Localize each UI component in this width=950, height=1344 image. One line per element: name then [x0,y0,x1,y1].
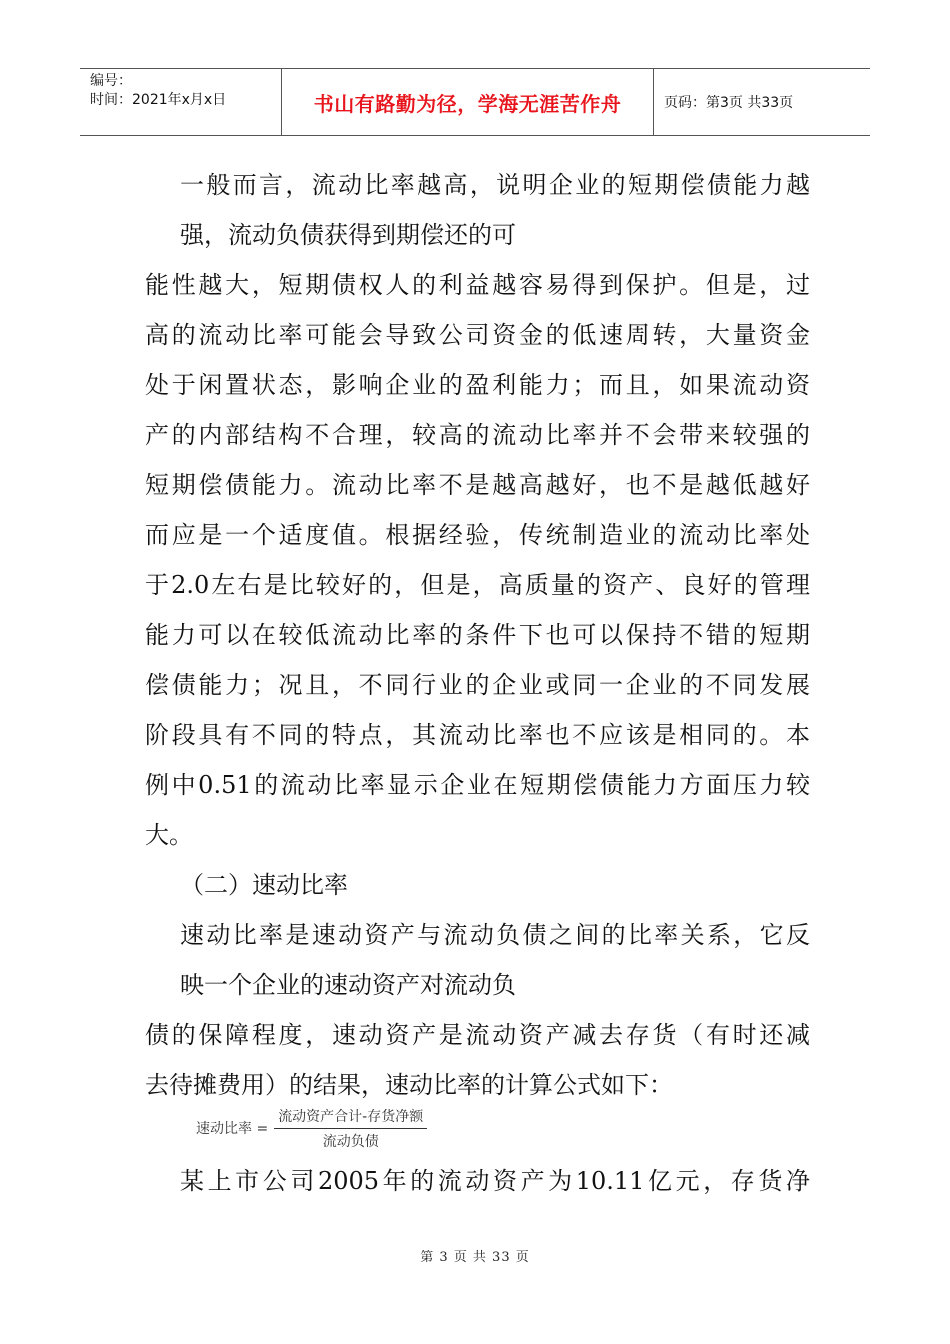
page-footer: 第 3 页 共 33 页 [420,1250,530,1265]
formula-numerator: 流动资产合计-存货净额 [274,1106,427,1129]
paragraph-line: 某上市公司2005年的流动资产为10.11亿元，存货净 [180,1167,810,1195]
paragraph-line: 例中0.51的流动比率显示企业在短期偿债能力方面压力较 [145,771,810,799]
paragraph-line: 偿债能力；况且，不同行业的企业或同一企业的不同发展 [145,671,810,699]
paragraph-line: 阶段具有不同的特点，其流动比率也不应该是相同的。本 [145,721,810,749]
time-label: 时间：2021年x月x日 [90,92,227,108]
paragraph-line: 于2.0左右是比较好的，但是，高质量的资产、良好的管理 [145,571,810,599]
formula-lhs: 速动比率 = [196,1121,269,1137]
paragraph-line: 强，流动负债获得到期偿还的可 [180,221,516,249]
paragraph-line: 短期偿债能力。流动比率不是越高越好，也不是越低越好 [145,471,810,499]
page-header [80,68,870,136]
paragraph-line: 处于闲置状态，影响企业的盈利能力；而且，如果流动资 [145,371,810,399]
paragraph-line: 高的流动比率可能会导致公司资金的低速周转，大量资金 [145,321,810,349]
paragraph-line: 能力可以在较低流动比率的条件下也可以保持不错的短期 [145,621,810,649]
formula-denominator: 流动负债 [322,1133,379,1150]
paragraph-line: 能性越大，短期债权人的利益越容易得到保护。但是，过 [145,271,810,299]
body-text [145,160,810,1110]
paragraph-line: 大。 [145,821,193,849]
paragraph-line: 产的内部结构不合理，较高的流动比率并不会带来较强的 [145,421,810,449]
paragraph-line: 映一个企业的速动资产对流动负 [180,971,516,999]
paragraph-line: 去待摊费用）的结果，速动比率的计算公式如下： [145,1071,673,1099]
paragraph-line: 债的保障程度，速动资产是流动资产减去存货（有时还减 [145,1021,810,1049]
header-page-info: 页码：第3页 共33页 [664,95,794,111]
header-motto: 书山有路勤为径，学海无涯苦作舟 [282,69,654,135]
paragraph-line: 一般而言，流动比率越高，说明企业的短期偿债能力越 [180,171,810,199]
body-text-continued [145,1156,810,1206]
formula-fraction [274,1106,427,1151]
paragraph-line: 而应是一个适度值。根据经验，传统制造业的流动比率处 [145,521,810,549]
section-heading: （二）速动比率 [180,871,348,899]
paragraph-line: 速动比率是速动资产与流动负债之间的比率关系，它反 [180,921,810,949]
number-label: 编号： [90,73,132,89]
header-meta [80,69,282,135]
quick-ratio-formula [196,1104,427,1152]
